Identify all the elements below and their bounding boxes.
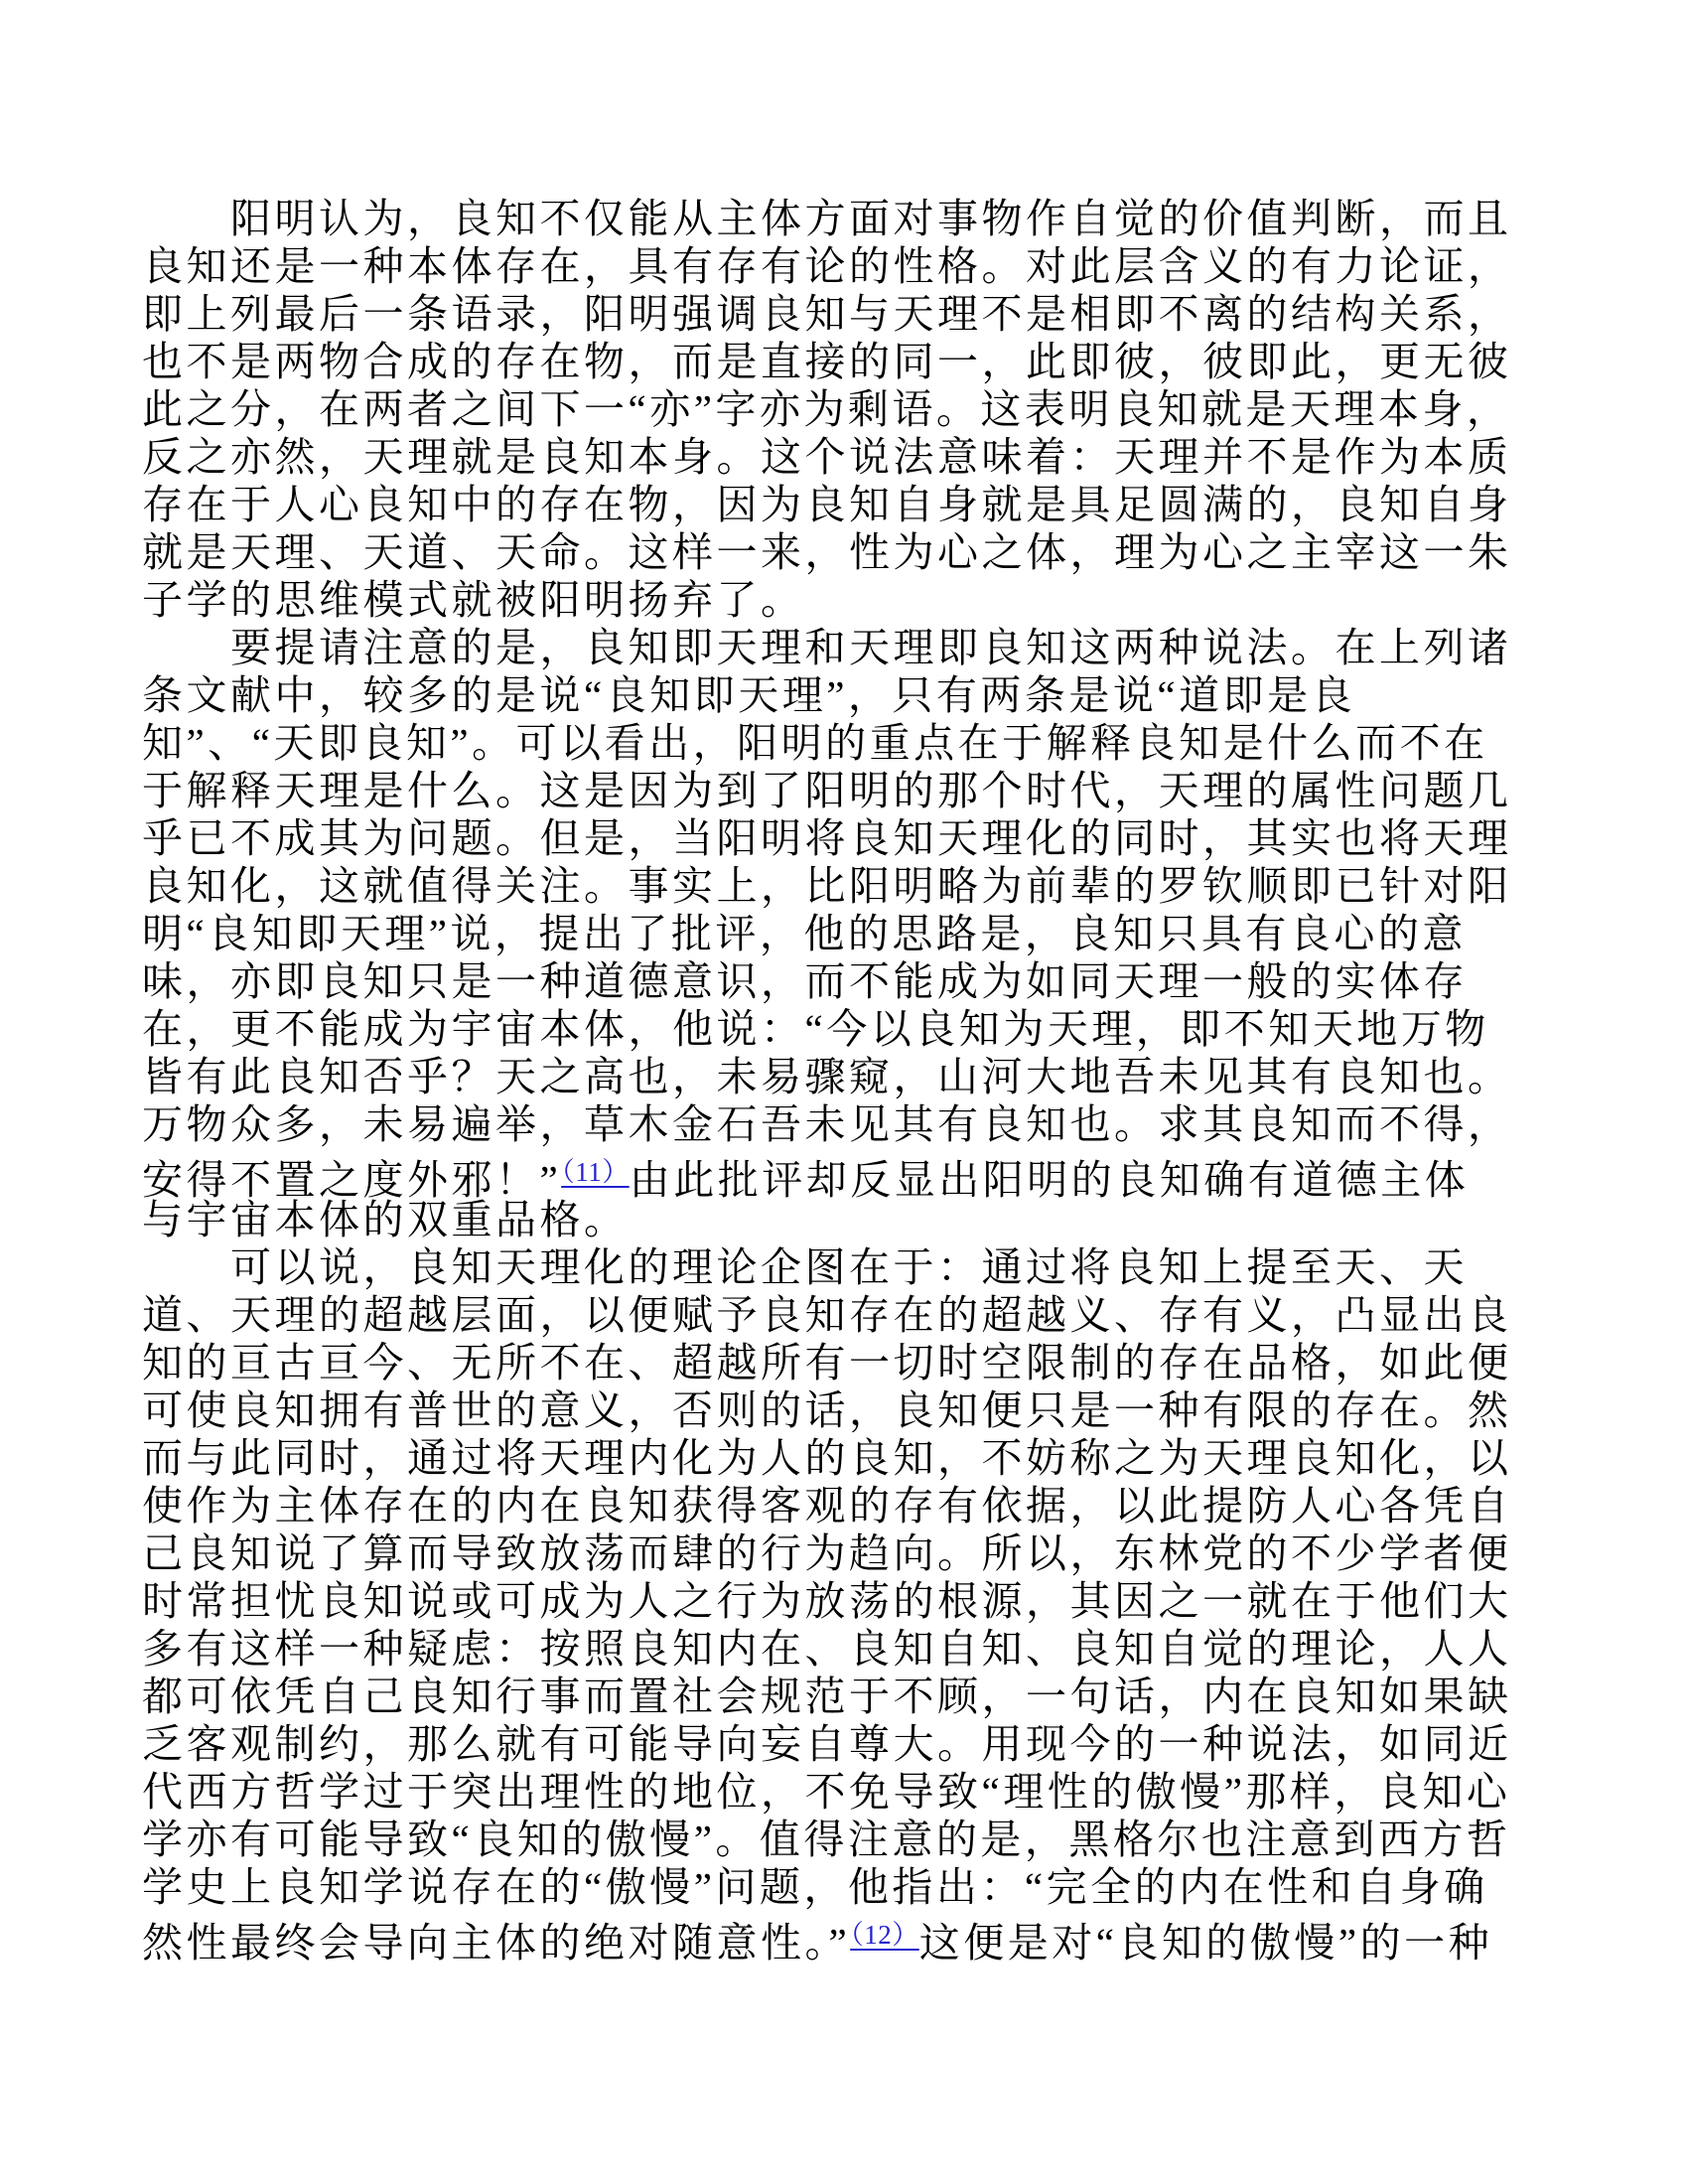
text-line: 味，亦即良知只是一种道德意识，而不能成为如同天理一般的实体存 — [142, 958, 1468, 1004]
text-line: 可以说，良知天理化的理论企图在于：通过将良知上提至天、天 — [142, 1244, 1468, 1290]
paragraph-1 — [142, 195, 1562, 624]
text-line: 都可依凭自己良知行事而置社会规范于不顾，一句话，内在良知如果缺 — [142, 1674, 1512, 1719]
paragraph-3 — [142, 1243, 1562, 1966]
text-line: 与宇宙本体的双重品格。 — [142, 1197, 629, 1242]
text-line: 己良知说了算而导致放荡而肆的行为趋向。所以，东林党的不少学者便 — [142, 1530, 1512, 1576]
text-line: 多有这样一种疑虑：按照良知内在、良知自知、良知自觉的理论，人人 — [142, 1626, 1512, 1672]
text-line: 安得不置之度外邪！”$^{(11)}$由此批评却反显出阳明的良知确有道德主体 — [142, 1157, 1470, 1203]
text-line: 时常担忧良知说或可成为人之行为放荡的根源，其因之一就在于他们大 — [142, 1578, 1512, 1624]
text-line: 学史上良知学说存在的“傲慢”问题，他指出：“完全的内在性和自身确 — [142, 1864, 1488, 1910]
text-line: 明“良知即天理”说，提出了批评，他的思路是，良知只具有良心的意 — [142, 911, 1467, 956]
text-line: 也不是两物合成的存在物，而是直接的同一，此即彼，彼即此，更无彼 — [142, 339, 1512, 384]
text-line: 阳明认为，良知不仅能从主体方面对事物作自觉的价值判断，而且 — [142, 196, 1512, 241]
footnote-link-11[interactable]: （11） — [561, 1157, 630, 1187]
text-line: 万物众多，未易遍举，草木金石吾未见其有良知也。求其良知而不得， — [142, 1101, 1512, 1147]
text-line: 即上列最后一条语录，阳明强调良知与天理不是相即不离的结构关系， — [142, 291, 1512, 337]
text-line: 于解释天理是什么。这是因为到了阳明的那个时代，天理的属性问题几 — [142, 768, 1512, 813]
text-line: 知的亘古亘今、无所不在、超越所有一切时空限制的存在品格，如此便 — [142, 1340, 1512, 1385]
paragraph-2 — [142, 624, 1562, 1243]
text-line: 道、天理的超越层面，以便赋予良知存在的超越义、存有义，凸显出良 — [142, 1292, 1512, 1338]
text-line: 反之亦然，天理就是良知本身。这个说法意味着：天理并不是作为本质 — [142, 434, 1512, 480]
text-line: 条文献中，较多的是说“良知即天理”，只有两条是说“道即是良 — [142, 672, 1356, 718]
footnote-link-12[interactable]: （12） — [850, 1920, 919, 1950]
text-line: 使作为主体存在的内在良知获得客观的存有依据，以此提防人心各凭自 — [142, 1483, 1512, 1529]
text-line: 在，更不能成为宇宙本体，他说：“今以良知为天理，即不知天地万物 — [142, 1006, 1489, 1052]
text-line: 子学的思维模式就被阳明扬弃了。 — [142, 577, 805, 623]
text-line: 存在于人心良知中的存在物，因为良知自身就是具足圆满的，良知自身 — [142, 482, 1512, 527]
text-line: 良知化，这就值得关注。事实上，比阳明略为前辈的罗钦顺即已针对阳 — [142, 863, 1512, 909]
text-line: 知”、“天即良知”。可以看出，阳明的重点在于解释良知是什么而不在 — [142, 720, 1488, 766]
text-line: 代西方哲学过于突出理性的地位，不免导致“理性的傲慢”那样，良知心 — [142, 1769, 1511, 1815]
document-text — [142, 195, 1562, 1966]
text-line: 良知还是一种本体存在，具有存有论的性格。对此层含义的有力论证， — [142, 243, 1512, 289]
text-line: 乏客观制约，那么就有可能导向妄自尊大。用现今的一种说法，如同近 — [142, 1721, 1512, 1767]
text-line: 乎已不成其为问题。但是，当阳明将良知天理化的同时，其实也将天理 — [142, 815, 1512, 861]
text-line: 此之分，在两者之间下一“亦”字亦为剩语。这表明良知就是天理本身， — [142, 386, 1511, 432]
text-line: 就是天理、天道、天命。这样一来，性为心之体，理为心之主宰这一朱 — [142, 529, 1512, 575]
text-line: 然性最终会导向主体的绝对随意性。”$^{(12)}$这便是对“良知的傲慢”的一种 — [142, 1920, 1493, 1966]
text-line: 学亦有可能导致“良知的傲慢”。值得注意的是，黑格尔也注意到西方哲 — [142, 1817, 1511, 1862]
text-line: 要提请注意的是，良知即天理和天理即良知这两种说法。在上列诸 — [142, 625, 1512, 670]
text-line: 而与此同时，通过将天理内化为人的良知，不妨称之为天理良知化，以 — [142, 1435, 1512, 1481]
text-line: 皆有此良知否乎？天之高也，未易骤窥，山河大地吾未见其有良知也。 — [142, 1054, 1512, 1099]
text-line: 可使良知拥有普世的意义，否则的话，良知便只是一种有限的存在。然 — [142, 1387, 1512, 1433]
